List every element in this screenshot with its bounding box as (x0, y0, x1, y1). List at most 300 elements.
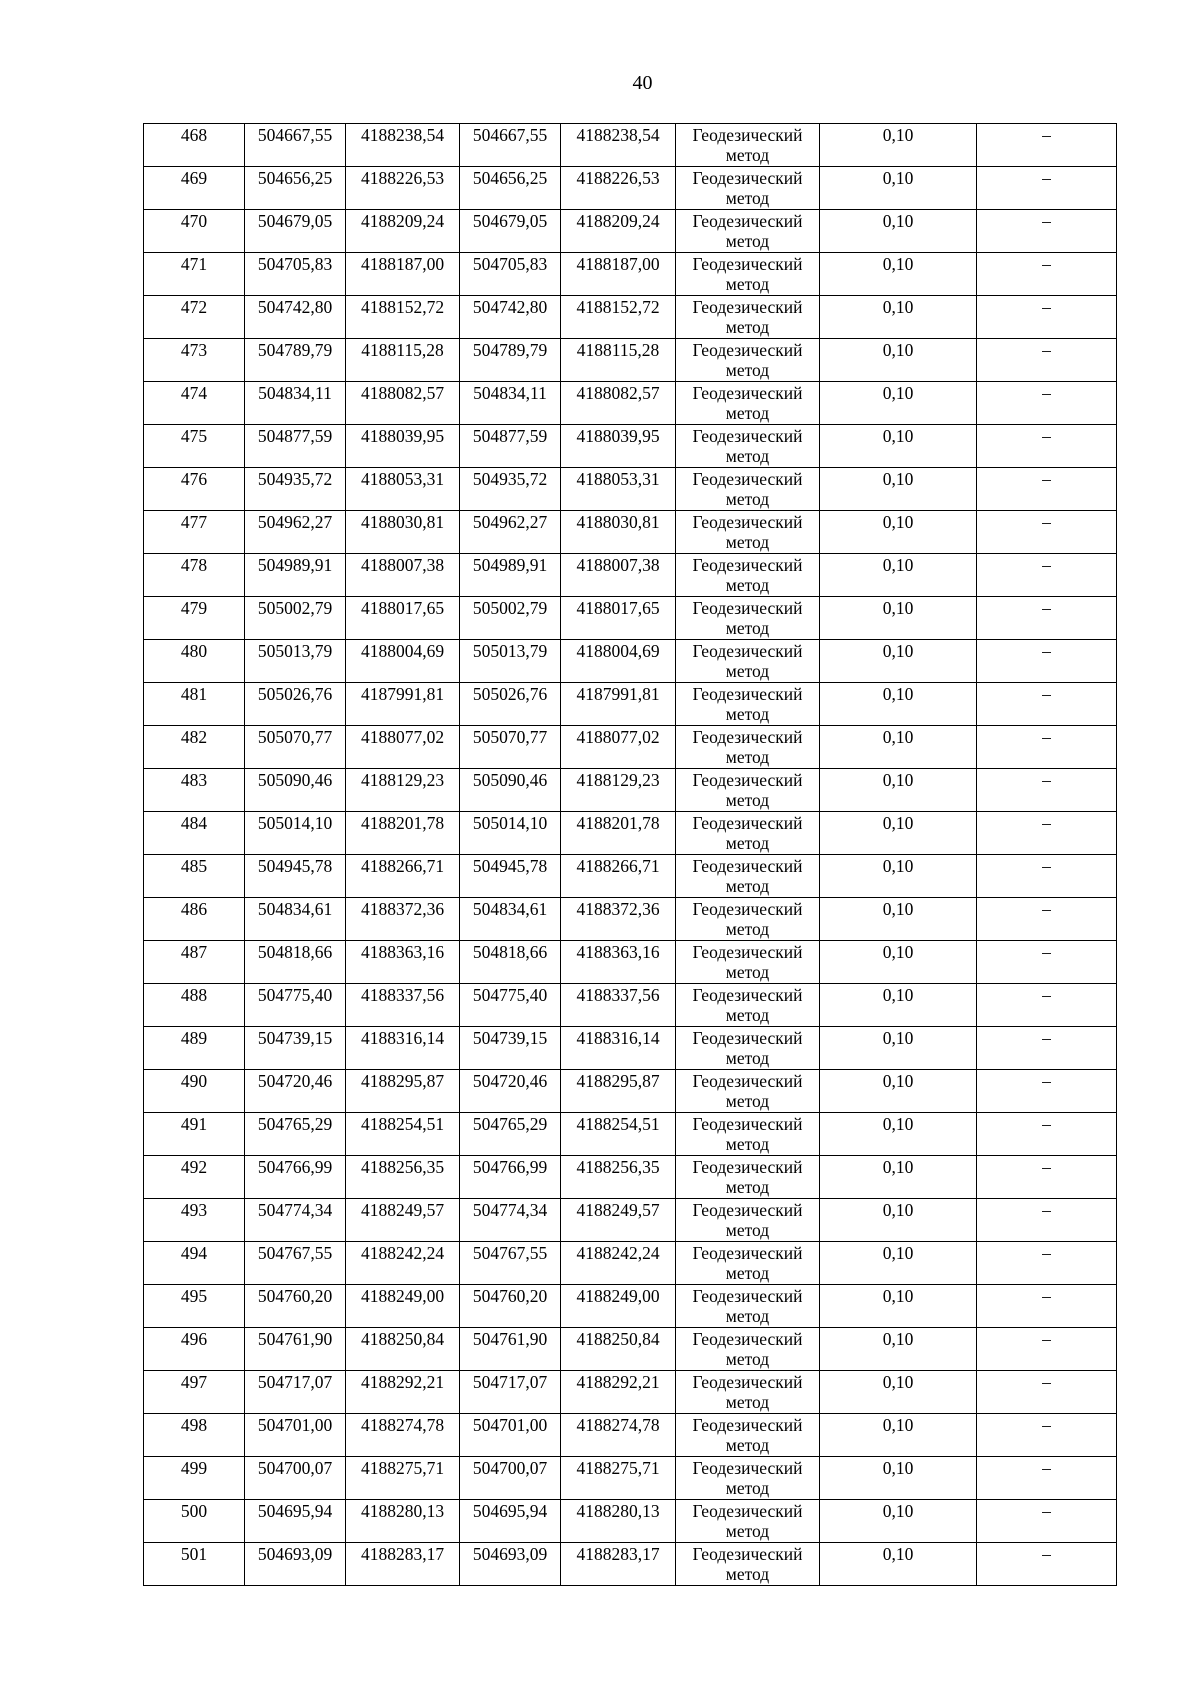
new-y-cell-value: 4188254,51 (576, 1114, 660, 1134)
existing-y-cell-value: 4188039,95 (360, 426, 445, 446)
table-row (144, 468, 1117, 511)
new-y-cell (561, 1199, 676, 1242)
accuracy-cell-value: 0,10 (882, 727, 914, 747)
method-cell-value: Геодезический метод (692, 1329, 803, 1369)
existing-x-cell (245, 726, 346, 769)
method-cell (676, 726, 820, 769)
existing-y-cell-value: 4188250,84 (360, 1329, 445, 1349)
accuracy-cell (820, 511, 977, 554)
point-number-cell (144, 1500, 245, 1543)
table-row (144, 554, 1117, 597)
note-cell (977, 812, 1117, 855)
point-number-cell (144, 1027, 245, 1070)
method-cell (676, 1285, 820, 1328)
point-number-cell (144, 1199, 245, 1242)
table-row (144, 253, 1117, 296)
note-cell-value: – (1042, 340, 1051, 360)
table-row (144, 683, 1117, 726)
existing-y-cell (346, 468, 460, 511)
new-x-cell-value: 504766,99 (472, 1157, 548, 1177)
method-cell-value: Геодезический метод (692, 770, 803, 810)
table-row (144, 1414, 1117, 1457)
new-x-cell-value: 504962,27 (472, 512, 548, 532)
table-row (144, 1500, 1117, 1543)
accuracy-cell (820, 898, 977, 941)
new-x-cell (460, 1328, 561, 1371)
point-number-cell-value: 501 (180, 1544, 208, 1564)
existing-y-cell (346, 1457, 460, 1500)
method-cell (676, 984, 820, 1027)
existing-y-cell (346, 1500, 460, 1543)
new-y-cell (561, 1285, 676, 1328)
new-y-cell (561, 253, 676, 296)
note-cell-value: – (1042, 1544, 1051, 1564)
new-x-cell (460, 1199, 561, 1242)
method-cell (676, 382, 820, 425)
table-row (144, 296, 1117, 339)
accuracy-cell-value: 0,10 (882, 942, 914, 962)
point-number-cell-value: 474 (180, 383, 208, 403)
existing-x-cell-value: 505002,79 (257, 598, 333, 618)
method-cell-value: Геодезический метод (692, 211, 803, 251)
existing-y-cell-value: 4188004,69 (360, 641, 445, 661)
note-cell (977, 1414, 1117, 1457)
new-x-cell-value: 504760,20 (472, 1286, 548, 1306)
existing-x-cell-value: 504695,94 (257, 1501, 333, 1521)
existing-y-cell-value: 4188082,57 (360, 383, 445, 403)
note-cell-value: – (1042, 1286, 1051, 1306)
new-x-cell-value: 504693,09 (472, 1544, 548, 1564)
existing-y-cell (346, 296, 460, 339)
method-cell (676, 1543, 820, 1586)
note-cell (977, 1070, 1117, 1113)
new-x-cell (460, 1543, 561, 1586)
point-number-cell-value: 484 (180, 813, 208, 833)
new-y-cell-value: 4188187,00 (576, 254, 660, 274)
existing-x-cell (245, 640, 346, 683)
point-number-cell-value: 478 (180, 555, 208, 575)
table-row (144, 1543, 1117, 1586)
accuracy-cell-value: 0,10 (882, 1372, 914, 1392)
existing-x-cell (245, 468, 346, 511)
point-number-cell (144, 597, 245, 640)
existing-x-cell (245, 1070, 346, 1113)
new-x-cell (460, 941, 561, 984)
new-y-cell-value: 4188115,28 (576, 340, 660, 360)
method-cell (676, 511, 820, 554)
note-cell (977, 1543, 1117, 1586)
method-cell-value: Геодезический метод (692, 1028, 803, 1068)
new-y-cell (561, 511, 676, 554)
point-number-cell-value: 493 (180, 1200, 208, 1220)
new-x-cell-value: 504765,29 (472, 1114, 548, 1134)
point-number-cell (144, 683, 245, 726)
point-number-cell-value: 489 (180, 1028, 208, 1048)
new-y-cell-value: 4188280,13 (576, 1501, 660, 1521)
method-cell (676, 167, 820, 210)
new-x-cell-value: 505026,76 (472, 684, 548, 704)
point-number-cell (144, 812, 245, 855)
existing-y-cell-value: 4188201,78 (360, 813, 445, 833)
new-y-cell-value: 4188316,14 (576, 1028, 660, 1048)
new-y-cell (561, 597, 676, 640)
accuracy-cell-value: 0,10 (882, 512, 914, 532)
method-cell-value: Геодезический метод (692, 1286, 803, 1326)
point-number-cell-value: 491 (180, 1114, 208, 1134)
note-cell-value: – (1042, 598, 1051, 618)
note-cell-value: – (1042, 1028, 1051, 1048)
existing-y-cell (346, 683, 460, 726)
new-y-cell-value: 4188266,71 (576, 856, 660, 876)
accuracy-cell-value: 0,10 (882, 899, 914, 919)
existing-x-cell (245, 253, 346, 296)
existing-x-cell (245, 941, 346, 984)
method-cell (676, 1242, 820, 1285)
method-cell (676, 1199, 820, 1242)
new-y-cell-value: 4188238,54 (576, 125, 660, 145)
accuracy-cell (820, 812, 977, 855)
accuracy-cell (820, 468, 977, 511)
note-cell (977, 1457, 1117, 1500)
note-cell (977, 253, 1117, 296)
point-number-cell (144, 1414, 245, 1457)
existing-y-cell-value: 4188254,51 (360, 1114, 445, 1134)
note-cell (977, 1285, 1117, 1328)
new-x-cell-value: 505014,10 (472, 813, 548, 833)
existing-x-cell-value: 504705,83 (257, 254, 333, 274)
point-number-cell (144, 1242, 245, 1285)
method-cell (676, 1414, 820, 1457)
accuracy-cell (820, 941, 977, 984)
note-cell (977, 554, 1117, 597)
note-cell-value: – (1042, 727, 1051, 747)
existing-x-cell-value: 504774,34 (257, 1200, 333, 1220)
existing-y-cell (346, 640, 460, 683)
note-cell (977, 1199, 1117, 1242)
existing-y-cell-value: 4188283,17 (360, 1544, 445, 1564)
note-cell-value: – (1042, 555, 1051, 575)
point-number-cell (144, 210, 245, 253)
new-x-cell-value: 504720,46 (472, 1071, 548, 1091)
new-x-cell (460, 640, 561, 683)
table-row (144, 1027, 1117, 1070)
existing-y-cell (346, 855, 460, 898)
new-x-cell (460, 597, 561, 640)
new-x-cell (460, 683, 561, 726)
existing-x-cell (245, 1156, 346, 1199)
existing-y-cell-value: 4188274,78 (360, 1415, 445, 1435)
existing-x-cell-value: 504700,07 (257, 1458, 333, 1478)
accuracy-cell-value: 0,10 (882, 1243, 914, 1263)
new-x-cell (460, 1414, 561, 1457)
existing-y-cell (346, 1242, 460, 1285)
table-row (144, 1156, 1117, 1199)
accuracy-cell (820, 1070, 977, 1113)
accuracy-cell-value: 0,10 (882, 813, 914, 833)
new-x-cell-value: 504877,59 (472, 426, 548, 446)
point-number-cell-value: 480 (180, 641, 208, 661)
point-number-cell-value: 472 (180, 297, 208, 317)
point-number-cell-value: 477 (180, 512, 208, 532)
new-y-cell (561, 855, 676, 898)
point-number-cell-value: 468 (180, 125, 208, 145)
note-cell-value: – (1042, 1071, 1051, 1091)
point-number-cell-value: 492 (180, 1157, 208, 1177)
method-cell (676, 898, 820, 941)
accuracy-cell-value: 0,10 (882, 1157, 914, 1177)
new-y-cell (561, 382, 676, 425)
new-x-cell (460, 296, 561, 339)
new-y-cell-value: 4188256,35 (576, 1157, 660, 1177)
note-cell (977, 124, 1117, 167)
new-y-cell (561, 640, 676, 683)
point-number-cell (144, 1285, 245, 1328)
new-x-cell (460, 1113, 561, 1156)
accuracy-cell-value: 0,10 (882, 1028, 914, 1048)
point-number-cell (144, 1070, 245, 1113)
existing-x-cell (245, 425, 346, 468)
table-row (144, 640, 1117, 683)
new-y-cell (561, 726, 676, 769)
note-cell (977, 468, 1117, 511)
new-y-cell-value: 4188249,57 (576, 1200, 660, 1220)
existing-x-cell (245, 1457, 346, 1500)
new-x-cell (460, 769, 561, 812)
note-cell-value: – (1042, 641, 1051, 661)
point-number-cell (144, 898, 245, 941)
existing-y-cell-value: 4188129,23 (360, 770, 445, 790)
new-y-cell-value: 4188007,38 (576, 555, 660, 575)
accuracy-cell (820, 769, 977, 812)
table-row (144, 1285, 1117, 1328)
existing-x-cell-value: 504717,07 (257, 1372, 333, 1392)
accuracy-cell (820, 425, 977, 468)
note-cell (977, 640, 1117, 683)
table-row (144, 984, 1117, 1027)
new-x-cell-value: 504667,55 (472, 125, 548, 145)
point-number-cell (144, 253, 245, 296)
point-number-cell-value: 498 (180, 1415, 208, 1435)
existing-x-cell-value: 504667,55 (257, 125, 333, 145)
existing-y-cell-value: 4188115,28 (361, 340, 444, 360)
note-cell-value: – (1042, 512, 1051, 532)
new-y-cell (561, 1328, 676, 1371)
existing-x-cell-value: 504818,66 (257, 942, 333, 962)
existing-y-cell-value: 4188275,71 (360, 1458, 445, 1478)
accuracy-cell (820, 597, 977, 640)
point-number-cell-value: 471 (180, 254, 208, 274)
existing-x-cell-value: 505090,46 (257, 770, 333, 790)
table-row (144, 1242, 1117, 1285)
point-number-cell (144, 1371, 245, 1414)
existing-x-cell-value: 505070,77 (257, 727, 333, 747)
new-x-cell (460, 855, 561, 898)
point-number-cell-value: 473 (180, 340, 208, 360)
new-x-cell (460, 726, 561, 769)
new-x-cell-value: 504774,34 (472, 1200, 548, 1220)
existing-y-cell (346, 339, 460, 382)
point-number-cell-value: 488 (180, 985, 208, 1005)
point-number-cell-value: 470 (180, 211, 208, 231)
new-x-cell (460, 1285, 561, 1328)
accuracy-cell (820, 1500, 977, 1543)
existing-x-cell-value: 504760,20 (257, 1286, 333, 1306)
method-cell (676, 468, 820, 511)
table-row (144, 941, 1117, 984)
method-cell-value: Геодезический метод (692, 469, 803, 509)
existing-x-cell-value: 504834,11 (258, 383, 332, 403)
note-cell-value: – (1042, 856, 1051, 876)
new-y-cell-value: 4188129,23 (576, 770, 660, 790)
point-number-cell (144, 167, 245, 210)
new-x-cell (460, 984, 561, 1027)
new-x-cell-value: 504679,05 (472, 211, 548, 231)
existing-y-cell (346, 898, 460, 941)
existing-x-cell-value: 504701,00 (257, 1415, 333, 1435)
new-x-cell-value: 504775,40 (472, 985, 548, 1005)
new-y-cell-value: 4188152,72 (576, 297, 660, 317)
note-cell-value: – (1042, 1458, 1051, 1478)
new-y-cell (561, 339, 676, 382)
accuracy-cell-value: 0,10 (882, 555, 914, 575)
note-cell-value: – (1042, 383, 1051, 403)
existing-y-cell (346, 124, 460, 167)
note-cell-value: – (1042, 1372, 1051, 1392)
new-y-cell (561, 1156, 676, 1199)
point-number-cell-value: 487 (180, 942, 208, 962)
new-y-cell-value: 4188004,69 (576, 641, 660, 661)
point-number-cell (144, 425, 245, 468)
accuracy-cell-value: 0,10 (882, 1544, 914, 1564)
note-cell (977, 855, 1117, 898)
new-y-cell-value: 4188053,31 (576, 469, 660, 489)
existing-x-cell (245, 1500, 346, 1543)
new-y-cell-value: 4188201,78 (576, 813, 660, 833)
existing-y-cell-value: 4188242,24 (360, 1243, 445, 1263)
table-row (144, 167, 1117, 210)
point-number-cell (144, 1156, 245, 1199)
point-number-cell (144, 941, 245, 984)
new-y-cell (561, 898, 676, 941)
method-cell (676, 1070, 820, 1113)
new-y-cell-value: 4188226,53 (576, 168, 660, 188)
existing-x-cell (245, 124, 346, 167)
existing-x-cell-value: 504775,40 (257, 985, 333, 1005)
existing-x-cell (245, 855, 346, 898)
note-cell-value: – (1042, 297, 1051, 317)
point-number-cell-value: 496 (180, 1329, 208, 1349)
new-x-cell (460, 1027, 561, 1070)
accuracy-cell-value: 0,10 (882, 1071, 914, 1091)
existing-y-cell (346, 1414, 460, 1457)
new-x-cell (460, 1070, 561, 1113)
existing-x-cell-value: 504656,25 (257, 168, 333, 188)
existing-y-cell (346, 1199, 460, 1242)
point-number-cell (144, 640, 245, 683)
existing-y-cell-value: 4187991,81 (360, 684, 445, 704)
existing-x-cell (245, 382, 346, 425)
new-y-cell-value: 4187991,81 (576, 684, 660, 704)
method-cell (676, 1371, 820, 1414)
method-cell (676, 769, 820, 812)
note-cell (977, 1328, 1117, 1371)
note-cell (977, 1371, 1117, 1414)
existing-y-cell (346, 597, 460, 640)
accuracy-cell (820, 1285, 977, 1328)
new-x-cell (460, 167, 561, 210)
accuracy-cell-value: 0,10 (882, 1415, 914, 1435)
new-y-cell-value: 4188030,81 (576, 512, 660, 532)
existing-x-cell-value: 505014,10 (257, 813, 333, 833)
point-number-cell-value: 494 (180, 1243, 208, 1263)
method-cell (676, 855, 820, 898)
method-cell (676, 1457, 820, 1500)
new-y-cell-value: 4188283,17 (576, 1544, 660, 1564)
note-cell-value: – (1042, 1157, 1051, 1177)
new-x-cell (460, 511, 561, 554)
method-cell-value: Геодезический метод (692, 641, 803, 681)
point-number-cell (144, 382, 245, 425)
accuracy-cell (820, 124, 977, 167)
new-x-cell (460, 1500, 561, 1543)
existing-x-cell (245, 511, 346, 554)
new-y-cell-value: 4188363,16 (576, 942, 660, 962)
new-x-cell-value: 504761,90 (472, 1329, 548, 1349)
existing-x-cell (245, 210, 346, 253)
existing-x-cell-value: 504935,72 (257, 469, 333, 489)
point-number-cell-value: 479 (180, 598, 208, 618)
new-x-cell (460, 124, 561, 167)
new-y-cell (561, 210, 676, 253)
new-y-cell-value: 4188275,71 (576, 1458, 660, 1478)
new-y-cell-value: 4188077,02 (576, 727, 660, 747)
existing-x-cell-value: 504945,78 (257, 856, 333, 876)
table-row (144, 425, 1117, 468)
new-y-cell (561, 1027, 676, 1070)
new-y-cell-value: 4188274,78 (576, 1415, 660, 1435)
new-y-cell (561, 1457, 676, 1500)
method-cell-value: Геодезический метод (692, 1544, 803, 1584)
method-cell (676, 253, 820, 296)
existing-x-cell-value: 504742,80 (257, 297, 333, 317)
new-x-cell-value: 504789,79 (472, 340, 548, 360)
note-cell (977, 1027, 1117, 1070)
method-cell (676, 210, 820, 253)
new-x-cell-value: 504989,91 (472, 555, 548, 575)
new-y-cell-value: 4188039,95 (576, 426, 660, 446)
new-y-cell (561, 1543, 676, 1586)
existing-x-cell-value: 504765,29 (257, 1114, 333, 1134)
point-number-cell-value: 497 (180, 1372, 208, 1392)
accuracy-cell-value: 0,10 (882, 469, 914, 489)
existing-y-cell-value: 4188053,31 (360, 469, 445, 489)
method-cell-value: Геодезический метод (692, 1458, 803, 1498)
existing-y-cell-value: 4188238,54 (360, 125, 445, 145)
note-cell (977, 769, 1117, 812)
existing-x-cell (245, 1199, 346, 1242)
accuracy-cell (820, 1242, 977, 1285)
method-cell-value: Геодезический метод (692, 1501, 803, 1541)
method-cell-value: Геодезический метод (692, 899, 803, 939)
method-cell-value: Геодезический метод (692, 684, 803, 724)
note-cell (977, 511, 1117, 554)
new-y-cell-value: 4188337,56 (576, 985, 660, 1005)
existing-y-cell-value: 4188152,72 (360, 297, 445, 317)
table-row (144, 1199, 1117, 1242)
new-y-cell (561, 1414, 676, 1457)
new-x-cell (460, 1457, 561, 1500)
point-number-cell-value: 500 (180, 1501, 208, 1521)
